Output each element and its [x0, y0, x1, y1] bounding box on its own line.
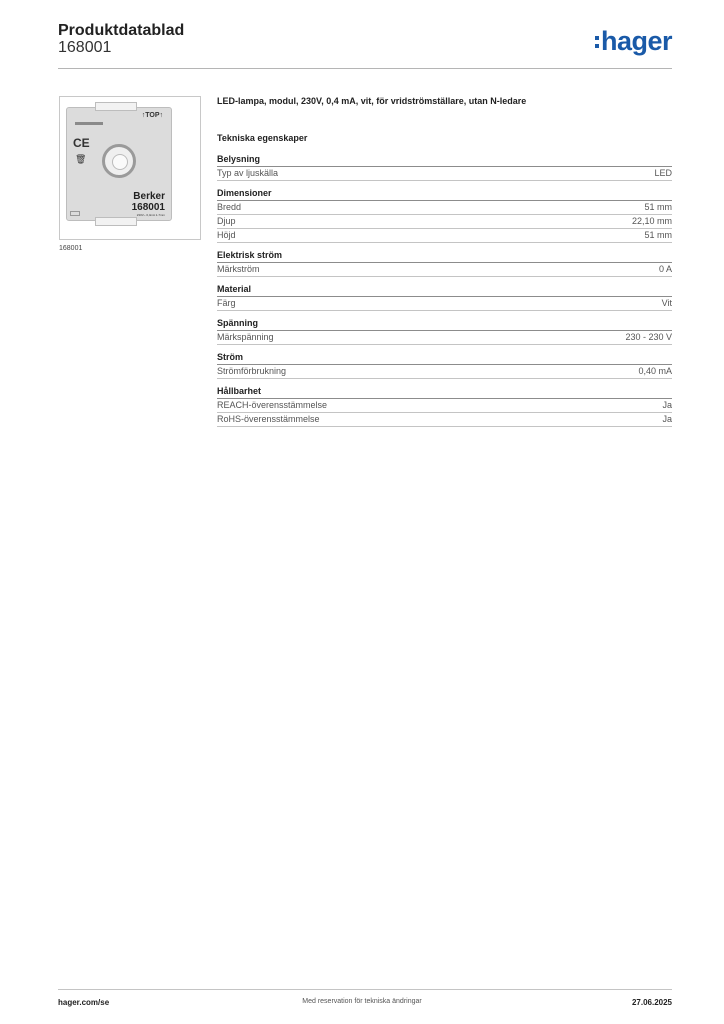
spec-value: 230 - 230 V	[625, 332, 672, 342]
spec-row	[217, 331, 672, 345]
spec-value: Vit	[661, 298, 672, 308]
footer-divider	[58, 989, 672, 990]
brand-label: Berker	[133, 191, 165, 202]
spec-value: 22,10 mm	[631, 216, 672, 226]
spec-row	[217, 297, 672, 311]
led-lens	[102, 144, 136, 178]
spec-groups	[217, 154, 672, 427]
spec-label: REACH-överensstämmelse	[217, 400, 328, 410]
spec-group	[217, 386, 672, 427]
spec-group-title: Ström	[217, 352, 672, 365]
spec-label: Färg	[217, 298, 236, 308]
spec-group-title: Spänning	[217, 318, 672, 331]
footer-disclaimer: Med reservation för tekniska ändringar	[302, 998, 422, 1005]
spec-row	[217, 167, 672, 181]
specs-heading: Tekniska egenskaper	[217, 133, 308, 143]
spec-value: Ja	[662, 414, 672, 424]
spec-label: Typ av ljuskälla	[217, 168, 279, 178]
spec-value: 51 mm	[644, 230, 672, 240]
spec-value: Ja	[662, 400, 672, 410]
spec-group	[217, 352, 672, 379]
spec-row	[217, 201, 672, 215]
spec-value: 0 A	[658, 264, 672, 274]
spec-row	[217, 263, 672, 277]
module-small-print: 230V~ 0,4mA 1-7mm	[136, 213, 165, 217]
spec-group-title: Dimensioner	[217, 188, 672, 201]
spec-value: LED	[654, 168, 672, 178]
spec-label: Strömförbrukning	[217, 366, 287, 376]
model-label: 168001	[131, 202, 165, 213]
spec-label: Märkspänning	[217, 332, 274, 342]
image-caption: 168001	[59, 245, 83, 252]
spec-label: Höjd	[217, 230, 236, 240]
spec-value: 0,40 mA	[638, 366, 672, 376]
led-module-illustration	[66, 107, 172, 221]
spec-row	[217, 413, 672, 427]
spec-group-title: Material	[217, 284, 672, 297]
spec-group	[217, 250, 672, 277]
spec-group	[217, 318, 672, 345]
spec-label: Djup	[217, 216, 236, 226]
spec-row	[217, 365, 672, 379]
spec-label: Märkström	[217, 264, 260, 274]
module-bar	[75, 122, 103, 125]
spec-group	[217, 188, 672, 243]
spec-label: RoHS-överensstämmelse	[217, 414, 320, 424]
product-description: LED-lampa, modul, 230V, 0,4 mA, vit, för vridströmställare, utan N-ledare	[217, 96, 527, 106]
document-title: Produktdatablad	[58, 22, 185, 39]
spec-value: 51 mm	[644, 202, 672, 212]
spec-label: Bredd	[217, 202, 242, 212]
spec-group-title: Belysning	[217, 154, 672, 167]
hager-logo	[595, 26, 672, 57]
product-image	[59, 96, 201, 240]
spec-content	[217, 96, 672, 434]
logo-dots-icon	[595, 36, 599, 48]
spec-row	[217, 215, 672, 229]
product-number: 168001	[58, 39, 112, 56]
page-header	[58, 20, 672, 70]
weee-bin-icon: 🗑	[75, 154, 87, 164]
module-slot	[70, 211, 80, 216]
header-divider	[58, 68, 672, 69]
top-orientation-label: ↑TOP↑	[141, 112, 163, 119]
footer-date: 27.06.2025	[631, 998, 672, 1007]
footer-website[interactable]: hager.com/se	[58, 998, 110, 1007]
spec-row	[217, 229, 672, 243]
ce-mark-icon: CE	[73, 136, 90, 150]
spec-group	[217, 154, 672, 181]
spec-group-title: Hållbarhet	[217, 386, 672, 399]
spec-row	[217, 399, 672, 413]
module-bottom-tab	[95, 217, 137, 226]
logo-text: hager	[600, 26, 672, 56]
spec-group-title: Elektrisk ström	[217, 250, 672, 263]
spec-group	[217, 284, 672, 311]
module-top-tab	[95, 102, 137, 111]
